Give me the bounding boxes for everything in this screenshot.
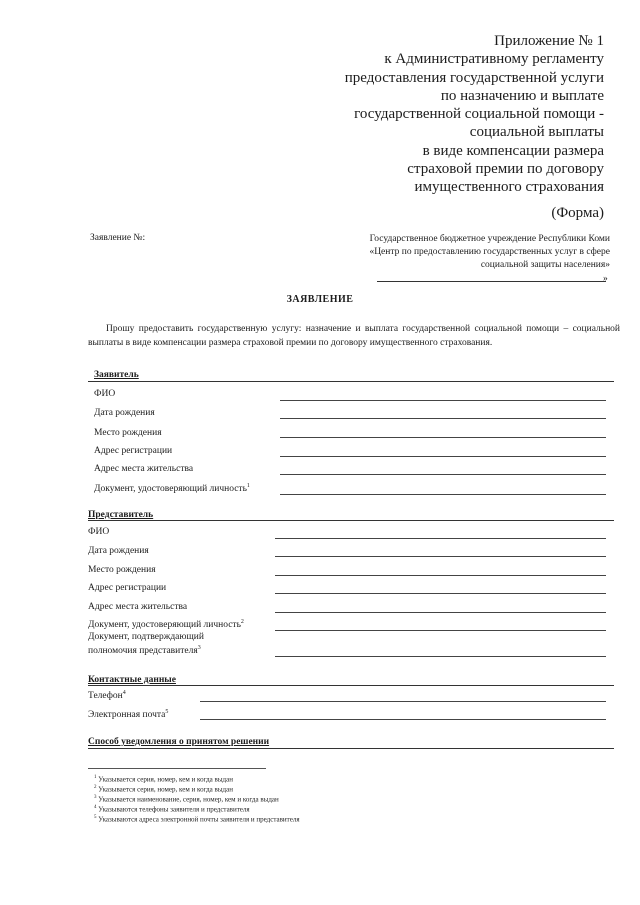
footnote-number: 5 [94,815,97,820]
representative-fio-label: ФИО [88,527,110,537]
applicant-reg-address-label: Адрес регистрации [94,446,173,456]
institution-block [322,233,610,272]
institution-line: «Центр по предоставлению государственных услуг в сфере [369,247,610,257]
appendix-line: государственной социальной помощи - [354,106,604,123]
representative-id-doc-text: Документ, удостоверяющий личность [88,620,241,631]
representative-residence-field[interactable] [275,612,606,613]
representative-id-doc-field[interactable] [275,630,606,631]
applicant-residence-field[interactable] [280,474,606,475]
notification-heading: Способ уведомления о принятом решении [88,737,270,747]
applicant-birthdate-field[interactable] [280,418,606,419]
appendix-line: страховой премии по договору [407,161,604,178]
representative-reg-address-field[interactable] [275,593,606,594]
applicant-id-doc-label [94,483,250,494]
appendix-header [284,32,604,197]
applicant-id-doc-text: Документ, удостоверяющий личность [94,484,247,495]
applicant-id-doc-field[interactable] [280,494,606,495]
representative-residence-label: Адрес места жительства [88,602,188,612]
footnote-number: 1 [94,775,97,780]
applicant-section-rule [88,381,614,382]
footnote-ref: 3 [197,645,201,651]
footnote-item [94,775,233,783]
appendix-line: предоставления государственной услуги [344,69,604,86]
footnote-text: Указываются адреса электронной почты заявителя и представителя [98,815,300,824]
notification-field[interactable] [88,748,614,749]
footnote-item [94,785,233,793]
applicant-birthplace-label: Место рождения [94,428,162,438]
applicant-birthplace-field[interactable] [280,437,606,438]
application-number-label: Заявление №: [90,233,146,243]
email-field[interactable] [200,719,606,720]
representative-authority-doc-label-line2 [88,645,201,656]
footnote-text: Указываются телефоны заявителя и представителя [98,805,250,814]
applicant-residence-label: Адрес места жительства [94,464,194,474]
footnote-number: 2 [94,785,97,790]
applicant-heading: Заявитель [94,370,139,380]
representative-authority-doc-field[interactable] [275,656,606,657]
contacts-section-rule [88,685,614,686]
footnote-item [94,815,300,823]
email-label-text: Электронная почта [88,710,166,721]
footnote-ref: 5 [165,709,169,715]
appendix-line: имущественного страхования [414,179,604,196]
footnote-text: Указывается наименование, серия, номер, кем и когда выдан [98,795,279,804]
request-text: Прошу предоставить государственную услугу: назначение и выплата государственной социальной помощи – социальной выплаты в виде компенсации размера страховой премии по договору имущественного страхования. [88,324,620,348]
footnote-ref: 1 [246,483,250,489]
institution-closing-quote: » [603,274,608,284]
appendix-line: социальной выплаты [469,124,604,141]
appendix-line: к Административному регламенту [384,51,604,68]
footnote-number: 4 [94,805,97,810]
institution-line: Государственное бюджетное учреждение Республики Коми [369,234,610,244]
applicant-reg-address-field[interactable] [280,456,606,457]
form-label: (Форма) [551,205,604,221]
representative-birthdate-field[interactable] [275,556,606,557]
representative-heading: Представитель [88,510,154,520]
institution-blank-line[interactable] [377,281,606,282]
representative-authority-doc-text: полномочия представителя [88,646,198,657]
phone-label-text: Телефон [88,691,123,702]
phone-field[interactable] [200,701,606,702]
footnote-text: Указывается серия, номер, кем и когда выдан [98,785,233,794]
contacts-heading: Контактные данные [88,675,176,685]
institution-line: социальной защиты населения» [480,260,610,270]
footnote-ref: 4 [122,690,126,696]
representative-birthdate-label: Дата рождения [88,546,149,556]
representative-section-rule [88,520,614,521]
footnote-number: 3 [94,795,97,800]
document-title: ЗАЯВЛЕНИЕ [286,294,354,305]
applicant-birthdate-label: Дата рождения [94,408,155,418]
applicant-fio-field[interactable] [280,400,606,401]
appendix-line: Приложение № 1 [494,33,604,49]
applicant-fio-label: ФИО [94,389,116,399]
representative-reg-address-label: Адрес регистрации [88,583,167,593]
representative-fio-field[interactable] [275,538,606,539]
representative-id-doc-label [88,619,244,630]
footnote-item [94,805,250,813]
appendix-line: по назначению и выплате [440,87,604,104]
representative-authority-doc-label-line1: Документ, подтверждающий [88,632,204,642]
email-label [88,709,168,720]
phone-label [88,690,126,701]
footnote-text: Указывается серия, номер, кем и когда выдан [98,775,233,784]
footnote-separator [88,768,266,769]
representative-birthplace-label: Место рождения [88,565,156,575]
footnote-item [94,795,279,803]
footnote-ref: 2 [240,619,244,625]
representative-birthplace-field[interactable] [275,575,606,576]
appendix-line: в виде компенсации размера [422,142,604,159]
